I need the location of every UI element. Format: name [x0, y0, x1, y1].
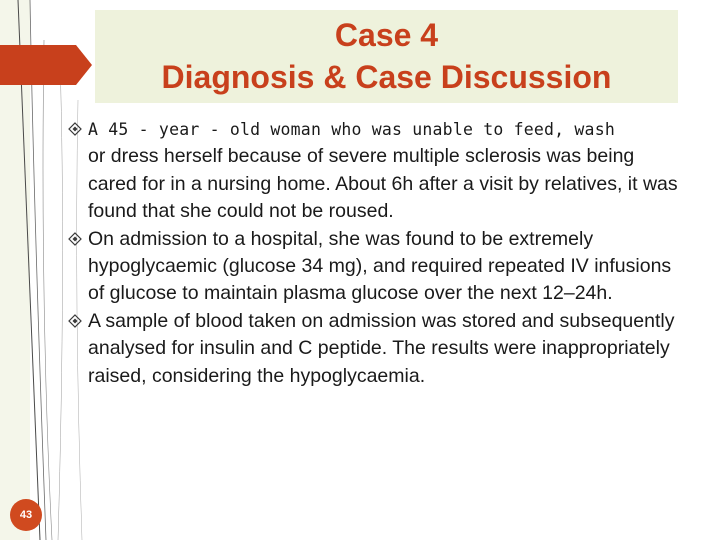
slide-body: [70, 116, 685, 390]
bullet-2-text: On admission to a hospital, she was found to be extremely hypoglycaemic (glucose 34 mg), and required repeated IV infusions of glucose to maintain plasma glucose over the next 12–24h.: [88, 227, 672, 305]
bullet-item: [70, 308, 685, 390]
page-number-badge: 43: [10, 499, 42, 531]
slide-title-line-1: Case 4: [334, 17, 439, 53]
bullet-1-text: or dress herself because of severe multiple sclerosis was being cared for in a nursing home. About 6h after a visit by relatives, it was found that she could not be roused.: [88, 145, 678, 223]
bullet-item: [70, 226, 685, 308]
bullet-item: [70, 116, 685, 226]
diamond-bullet-icon: [68, 314, 82, 328]
bullet-1-first-line: A 45 - year - old woman who was unable to feed, wash: [88, 120, 615, 139]
bullet-3-text: A sample of blood taken on admission was stored and subsequently analysed for insulin and C peptide. The results were inappropriately raised, considering the hypoglycaemia.: [88, 309, 675, 387]
slide-title: [95, 14, 678, 98]
diamond-bullet-icon: [68, 232, 82, 246]
title-arrow-shape: [0, 45, 92, 85]
diamond-bullet-icon: [68, 122, 82, 136]
slide-title-line-2: Diagnosis & Case Discussion: [161, 59, 612, 95]
